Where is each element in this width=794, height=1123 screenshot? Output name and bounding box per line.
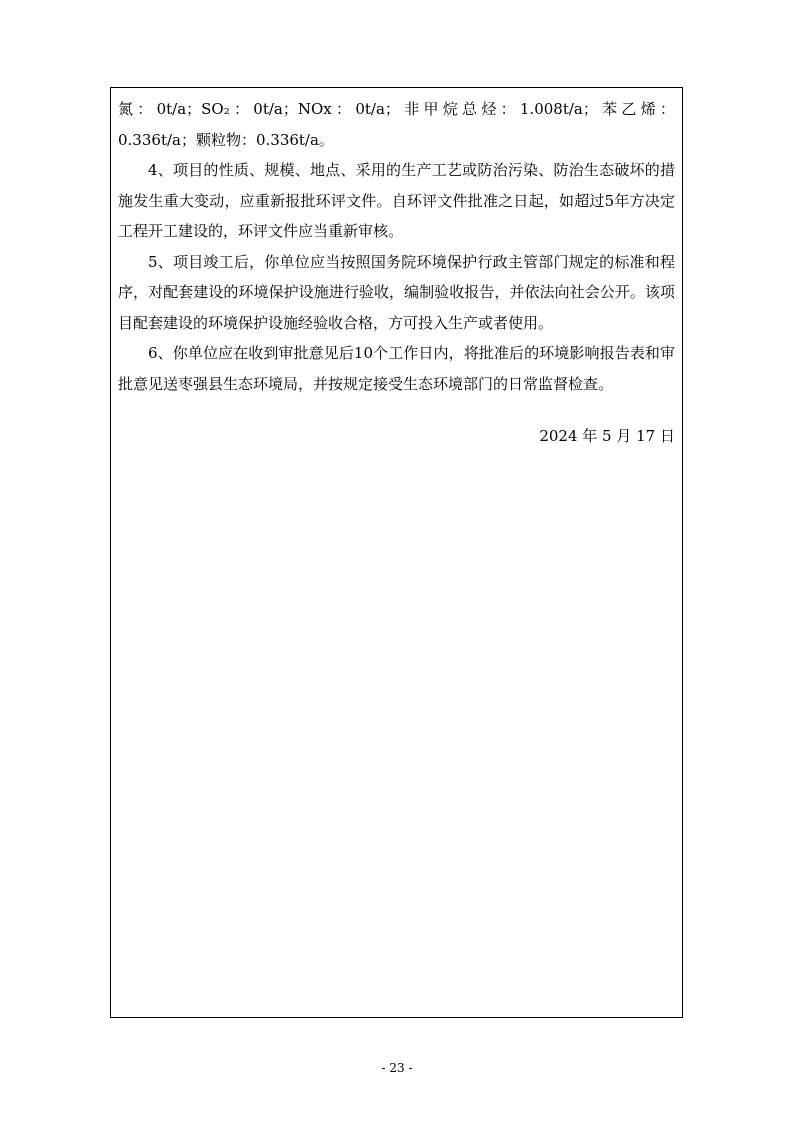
item-6-paragraph: 6、你单位应在收到审批意见后10个工作日内，将批准后的环境影响报告表和审批意见送枣强县生态环境局，并按规定接受生态环境部门的日常监督检查。: [118, 344, 675, 393]
emission-totals-continuation: 氮：0t/a；SO₂：0t/a；NOx：0t/a；非甲烷总烃：1.008t/a；苯乙烯：0.336t/a；颗粒物：0.336t/a。: [118, 100, 675, 149]
approval-text-body: [118, 94, 675, 452]
item-5-paragraph: 5、项目竣工后，你单位应当按照国务院环境保护行政主管部门规定的标准和程序，对配套建设的环境保护设施进行验收，编制验收报告，并依法向社会公开。该项目配套建设的环境保护设施经验收合格，方可投入生产或者使用。: [118, 252, 675, 332]
item-4-paragraph: 4、项目的性质、规模、地点、采用的生产工艺或防治污染、防治生态破坏的措施发生重大变动，应重新报批环评文件。自环评文件批准之日起，如超过5年方决定工程开工建设的，环评文件应当重新审核。: [118, 161, 675, 240]
approval-date: 2024 年 5 月 17 日: [539, 427, 675, 445]
approval-opinion-box: [110, 87, 683, 1018]
page-number: - 23 -: [381, 1061, 413, 1075]
